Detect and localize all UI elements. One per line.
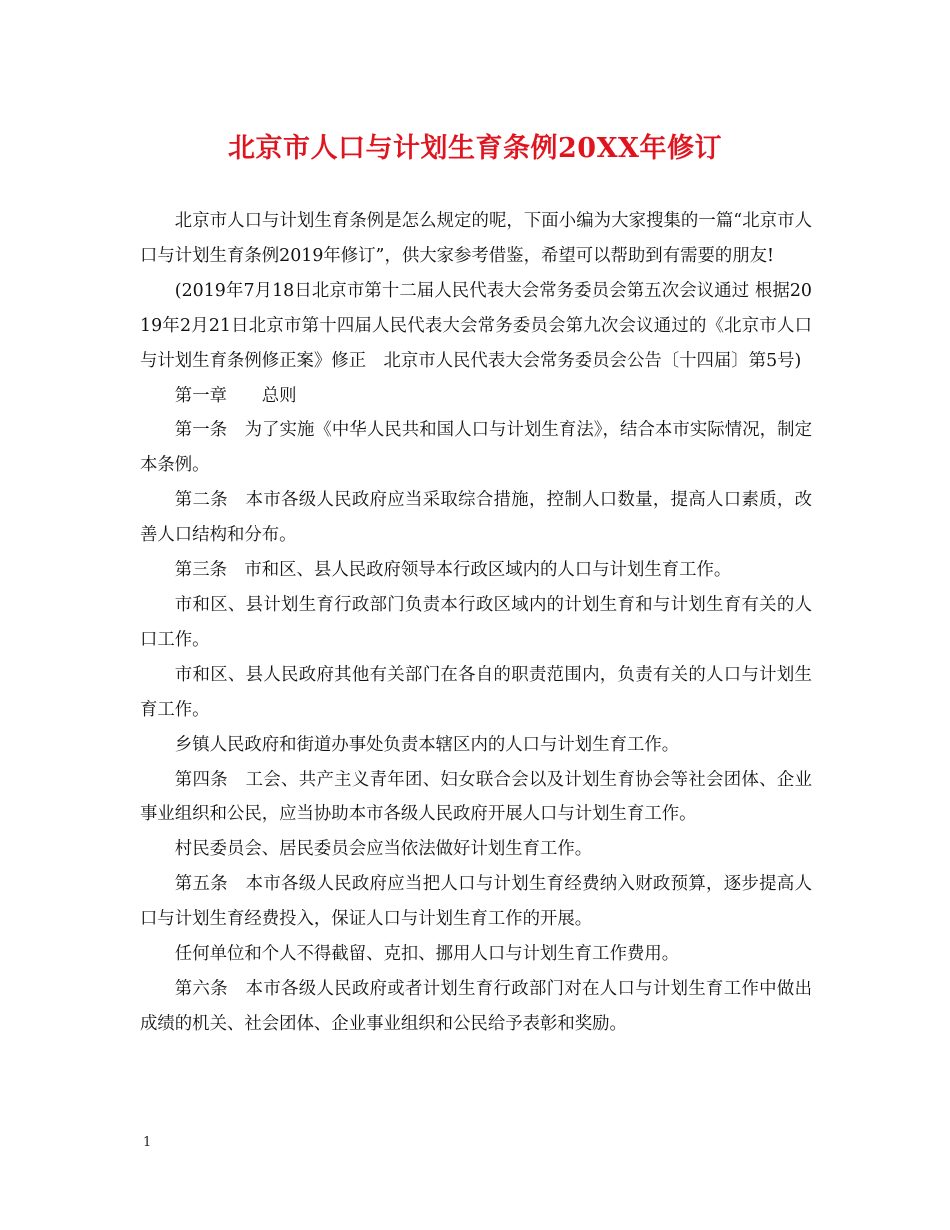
article-3-paragraph-3: 市和区、县人民政府其他有关部门在各自的职责范围内，负责有关的人口与计划生育工作。	[140, 664, 812, 720]
page-number: 1	[143, 1135, 152, 1150]
paragraph-intro: 北京市人口与计划生育条例是怎么规定的呢，下面小编为大家搜集的一篇“北京市人口与计划生育条例2019年修订”，供大家参考借鉴，希望可以帮助到有需要的朋友!	[140, 211, 812, 266]
article-5: 第五条 本市各级人民政府应当把人口与计划生育经费纳入财政预算，逐步提高人口与计划生育经费投入，保证人口与计划生育工作的开展。	[140, 874, 812, 930]
article-3-paragraph-2: 市和区、县计划生育行政部门负责本行政区域内的计划生育和与计划生育有关的人口工作。	[140, 594, 812, 650]
article-3-paragraph-4: 乡镇人民政府和街道办事处负责本辖区内的人口与计划生育工作。	[174, 734, 680, 755]
document-title: 北京市人口与计划生育条例20XX年修订	[228, 133, 722, 164]
article-3: 第三条 市和区、县人民政府领导本行政区域内的人口与计划生育工作。	[174, 560, 732, 581]
article-6: 第六条 本市各级人民政府或者计划生育行政部门对在人口与计划生育工作中做出成绩的机关、社会团体、企业事业组织和公民给予表彰和奖励。	[140, 978, 812, 1034]
article-4: 第四条 工会、共产主义青年团、妇女联合会以及计划生育协会等社会团体、企业事业组织和公民，应当协助本市各级人民政府开展人口与计划生育工作。	[140, 769, 812, 825]
article-4-paragraph-2: 村民委员会、居民委员会应当依法做好计划生育工作。	[174, 839, 593, 860]
document-body	[140, 204, 812, 1042]
article-2: 第二条 本市各级人民政府应当采取综合措施，控制人口数量，提高人口素质，改善人口结构和分布。	[140, 490, 812, 546]
article-5-paragraph-2: 任何单位和个人不得截留、克扣、挪用人口与计划生育工作费用。	[174, 944, 680, 965]
chapter-heading: 第一章 总则	[174, 385, 297, 406]
article-1: 第一条 为了实施《中华人民共和国人口与计划生育法》，结合本市实际情况，制定本条例。	[140, 420, 812, 476]
paragraph-adoption-note: (2019年7月18日北京市第十二届人民代表大会常务委员会第五次会议通过 根据2019年2月21日北京市第十四届人民代表大会常务委员会第九次会议通过的《北京市人口与计划生育条例修正案》修正 北京市人民代表大会常务委员会公告〔十四届〕第5号)	[140, 280, 812, 371]
